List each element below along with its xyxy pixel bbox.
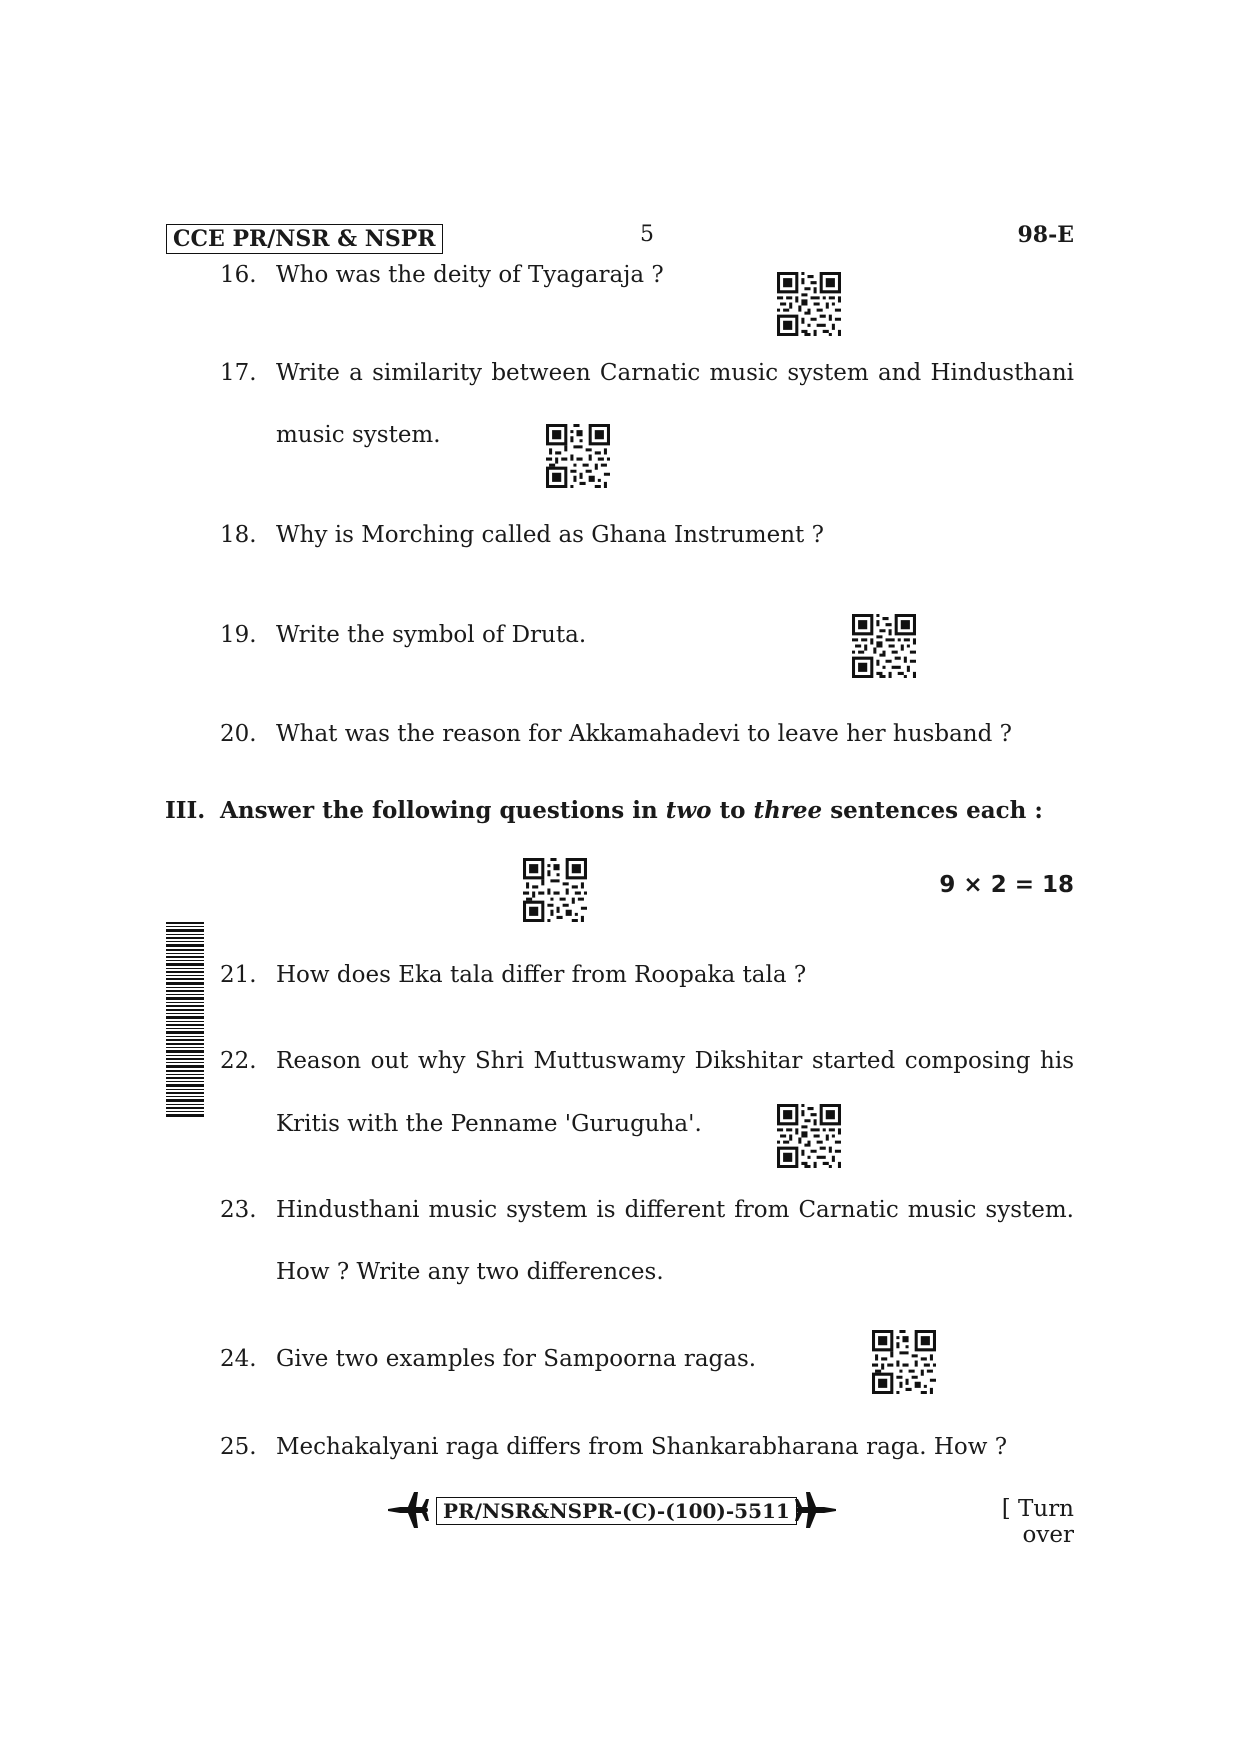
question-text: Why is Morching called as Ghana Instrument ? [276,522,824,548]
header-right-code: 98-E [1017,222,1074,248]
qr-code-icon [777,1104,841,1168]
qr-code-icon [523,858,587,922]
question-number: 17. [220,360,257,386]
question-number: 18. [220,522,257,548]
question-text: Write the symbol of Druta. [276,622,587,648]
question-number: 22. [220,1048,257,1074]
barcode-icon [166,922,204,1118]
question-text: Give two examples for Sampoorna ragas. [276,1346,757,1372]
section-roman-numeral: III. [165,797,206,824]
qr-code-icon [546,424,610,488]
question-text: Who was the deity of Tyagaraja ? [276,262,664,288]
question-text: Reason out why Shri Muttuswamy Dikshitar started composing his [276,1048,1074,1074]
page-number: 5 [640,222,654,247]
question-number: 21. [220,962,257,988]
question-text: How does Eka tala differ from Roopaka tala ? [276,962,807,988]
question-text-continued: How ? Write any two differences. [276,1259,664,1285]
question-text: Hindusthani music system is different from Carnatic music system. [276,1197,1074,1223]
section-instruction: Answer the following questions in two to three sentences each : [220,797,1043,824]
qr-code-icon [777,272,841,336]
question-number: 25. [220,1434,257,1460]
section-marks: 9 × 2 = 18 [939,872,1074,898]
header-left-code: CCE PR/NSR & NSPR [166,224,443,254]
question-number: 19. [220,622,257,648]
turn-over-note: [ Turn over [1001,1496,1074,1548]
question-text: Write a similarity between Carnatic music system and Hindusthani [276,360,1074,386]
question-text: What was the reason for Akkamahadevi to leave her husband ? [276,721,1012,747]
question-text-continued: Kritis with the Penname 'Guruguha'. [276,1111,702,1137]
qr-code-icon [852,614,916,678]
question-number: 24. [220,1346,257,1372]
question-number: 20. [220,721,257,747]
question-text-continued: music system. [276,422,441,448]
question-number: 23. [220,1197,257,1223]
airplane-icon [794,1490,838,1530]
question-number: 16. [220,262,257,288]
airplane-icon [386,1490,430,1530]
qr-code-icon [872,1330,936,1394]
question-text: Mechakalyani raga differs from Shankarabharana raga. How ? [276,1434,1008,1460]
footer-code: PR/NSR&NSPR-(C)-(100)-5511 [436,1497,797,1525]
